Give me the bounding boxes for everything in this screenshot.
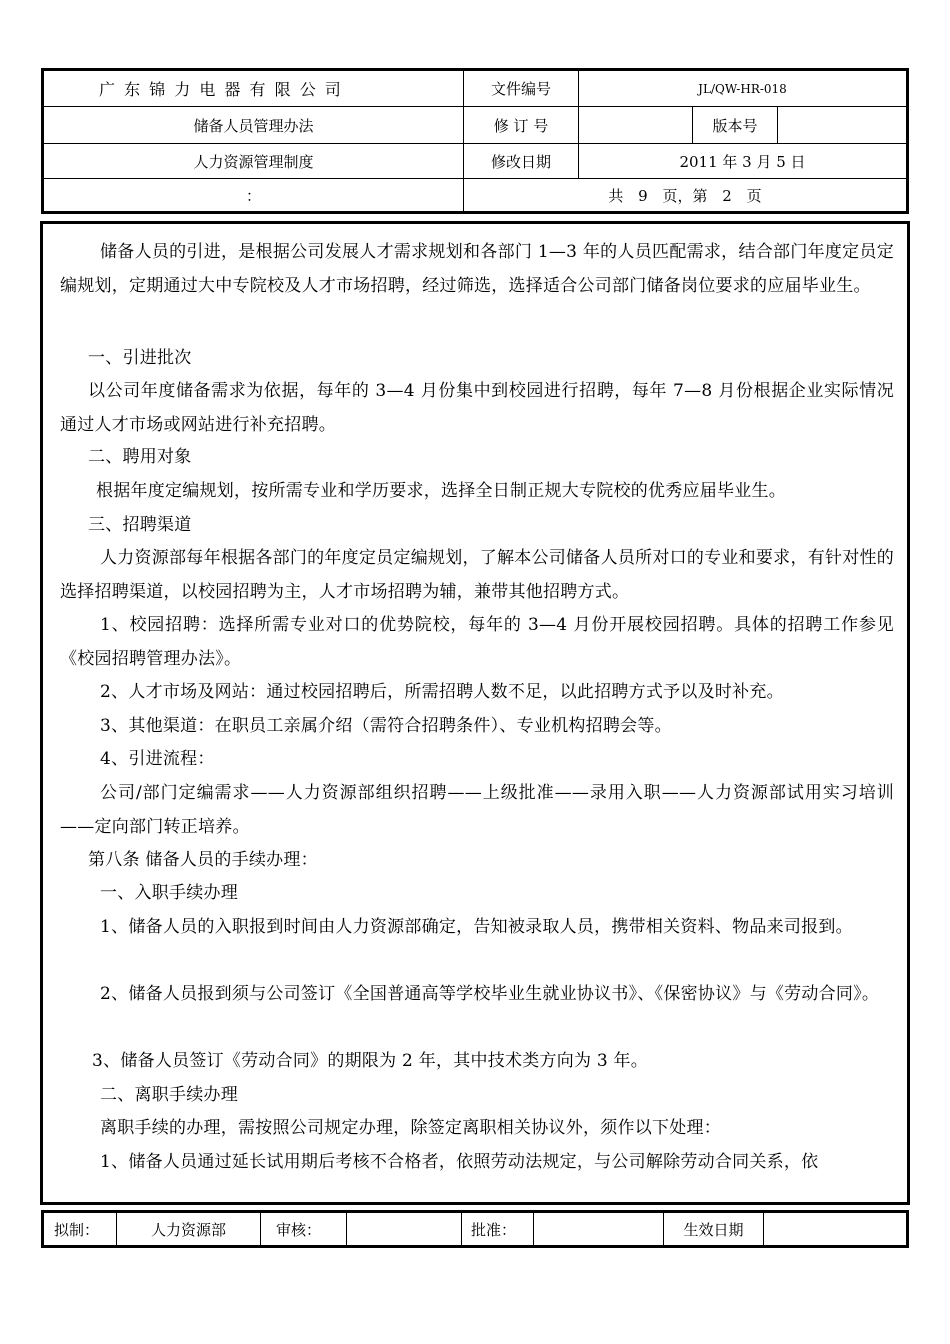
doc-no-value: JL/QW-HR-018 [698,81,787,96]
modify-date-value: 2011 年 3 月 5 日 [679,152,806,171]
paragraph: 人力资源部每年根据各部门的年度定员定编规划，了解本公司储备人员所对口的专业和要求，有针对性的选择招聘渠道，以校园招聘为主，人才市场招聘为辅，兼带其他招聘方式。 [60,548,894,602]
document-title: 储备人员管理办法 [193,116,314,135]
list-item: 3、其他渠道：在职员工亲属介绍（需符合招聘条件）、专业机构招聘会等。 [100,716,672,736]
approval-footer-table [41,1210,909,1248]
footer-col-divider [260,1213,261,1245]
modify-date-label: 修改日期 [490,152,551,171]
effective-date-label: 生效日期 [683,1220,744,1239]
list-item: 2、人才市场及网站：通过校园招聘后，所需招聘人数不足，以此招聘方式予以及时补充。 [100,682,784,702]
reviewer-value [347,1213,461,1245]
intro-paragraph: 储备人员的引进，是根据公司发展人才需求规划和各部门 1—3 年的人员匹配需求，结合部门年度定员定编规划，定期通过大中专院校及人才市场招聘，经过筛选，选择适合公司部门储备岗位要求的应届毕业生。 [60,242,894,296]
row4-left-text: ： [245,186,261,205]
drafter-value: 人力资源部 [150,1220,226,1239]
doc-no-label: 文件编号 [490,80,551,98]
version-value [778,107,906,143]
company-name: 广 东 锦 力 电 器 有 限 公 司 [99,80,341,99]
document-category: 人力资源管理制度 [193,152,314,171]
section-heading: 一、引进批次 [88,348,192,368]
list-item: 1、储备人员的入职报到时间由人力资源部确定，告知被录取人员，携带相关资料、物品来司报到。 [100,917,853,937]
paragraph: 离职手续的办理，需按照公司规定办理，除签定离职相关协议外，须作以下处理： [100,1118,721,1138]
reviewer-label: 审核： [276,1220,322,1239]
revision-label: 修 订 号 [493,116,549,135]
list-item: 2、储备人员报到须与公司签订《全国普通高等学校毕业生就业协议书》、《保密协议》与《劳动合同》。 [100,984,880,1004]
version-label: 版本号 [712,116,758,135]
page-counter: 共 9 页，第 2 页 [608,186,762,205]
section-heading: 一、入职手续办理 [100,883,238,903]
article-heading: 第八条 储备人员的手续办理： [88,850,318,870]
approver-value [534,1213,663,1245]
section-heading: 三、招聘渠道 [88,515,192,535]
list-item: 1、储备人员通过延长试用期后考核不合格者，依照劳动法规定，与公司解除劳动合同关系，依 [100,1152,819,1172]
paragraph: 以公司年度储备需求为依据，每年的 3—4 月份集中到校园进行招聘，每年 7—8 月份根据企业实际情况通过人才市场或网站进行补充招聘。 [60,381,894,435]
paragraph: 根据年度定编规划，按所需专业和学历要求，选择全日制正规大专院校的优秀应届毕业生。 [96,481,786,501]
document-header-table [41,68,909,214]
section-heading: 二、聘用对象 [88,447,192,467]
drafter-label: 拟制： [54,1220,100,1239]
revision-value [579,107,692,143]
list-item: 1、校园招聘：选择所需专业对口的优势院校，每年的 3—4 月份开展校园招聘。具体的招聘工作参见《校园招聘管理办法》。 [60,615,894,669]
effective-date-value [764,1213,906,1245]
list-item: 3、储备人员签订《劳动合同》的期限为 2 年，其中技术类方向为 3 年。 [92,1051,649,1071]
list-item: 4、引进流程： [100,749,215,769]
section-heading: 二、离职手续办理 [100,1085,238,1105]
footer-col-divider [461,1213,462,1245]
process-flow-paragraph: 公司/部门定编需求——人力资源部组织招聘——上级批准——录用入职——人力资源部试用实习培训——定向部门转正培养。 [60,783,894,837]
approver-label: 批准： [471,1220,517,1239]
